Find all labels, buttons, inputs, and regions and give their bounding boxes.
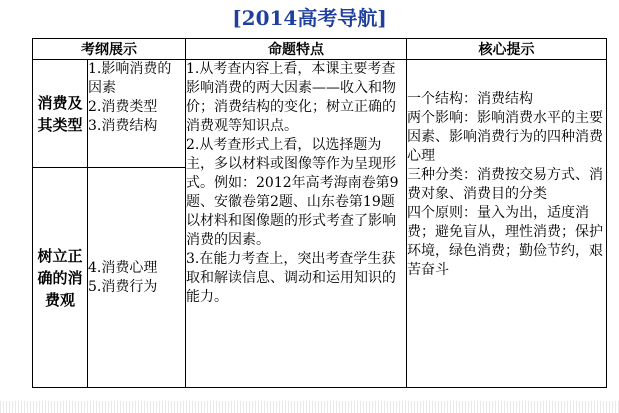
feature-item-2: 2.从考查形式上看，以选择题为主，多以材料或图像等作为呈现形式。例如：2012年高考海南卷第9题、安徽卷第2题、山东卷第19题以材料和图像题的形式考查了影响消费的因素。: [186, 137, 399, 248]
bottom-border-decoration: [0, 401, 619, 413]
list-item: 1.影响消费的因素: [88, 61, 172, 96]
hint-item-4: 四个原则：量入为出，适度消费；避免盲从，理性消费；保护环境，绿色消费；勤俭节约，艰苦奋斗: [407, 205, 603, 278]
category-label: 消费及其类型: [37, 93, 83, 134]
list-item: 5.消费行为: [88, 278, 158, 295]
header-hints: 核心提示: [407, 39, 607, 60]
features-cell: [186, 60, 407, 388]
header-syllabus: 考纲展示: [33, 39, 186, 60]
category-label: 树立正确的消费观: [37, 246, 83, 309]
hint-item-2: 两个影响：影响消费水平的主要因素、影响消费行为的四种消费心理: [407, 110, 603, 164]
header-row: [33, 39, 607, 60]
table-row: [33, 60, 607, 168]
category-consumption-types: [33, 60, 88, 168]
page-title: [2014高考导航]: [232, 6, 387, 30]
category-consumption-view: [33, 168, 88, 388]
header-features: 命题特点: [186, 39, 407, 60]
list-item: 3.消费结构: [88, 118, 158, 134]
hint-item-1: 一个结构：消费结构: [407, 91, 533, 107]
hint-item-3: 三种分类：消费按交易方式、消费对象、消费目的分类: [407, 167, 603, 202]
hints-cell: [407, 60, 607, 388]
syllabus-points: [88, 60, 186, 168]
syllabus-points: [88, 168, 186, 388]
feature-item-1: 1.从考查内容上看，本课主要考查影响消费的两大因素——收入和物价；消费结构的变化；树立正确的消费观等知识点。: [186, 61, 396, 134]
list-item: 4.消费心理: [88, 259, 158, 276]
list-item: 2.消费类型: [88, 99, 158, 115]
feature-item-3: 3.在能力考查上，突出考查学生获取和解读信息、调动和运用知识的能力。: [186, 251, 396, 305]
exam-guide-table: [32, 38, 607, 388]
